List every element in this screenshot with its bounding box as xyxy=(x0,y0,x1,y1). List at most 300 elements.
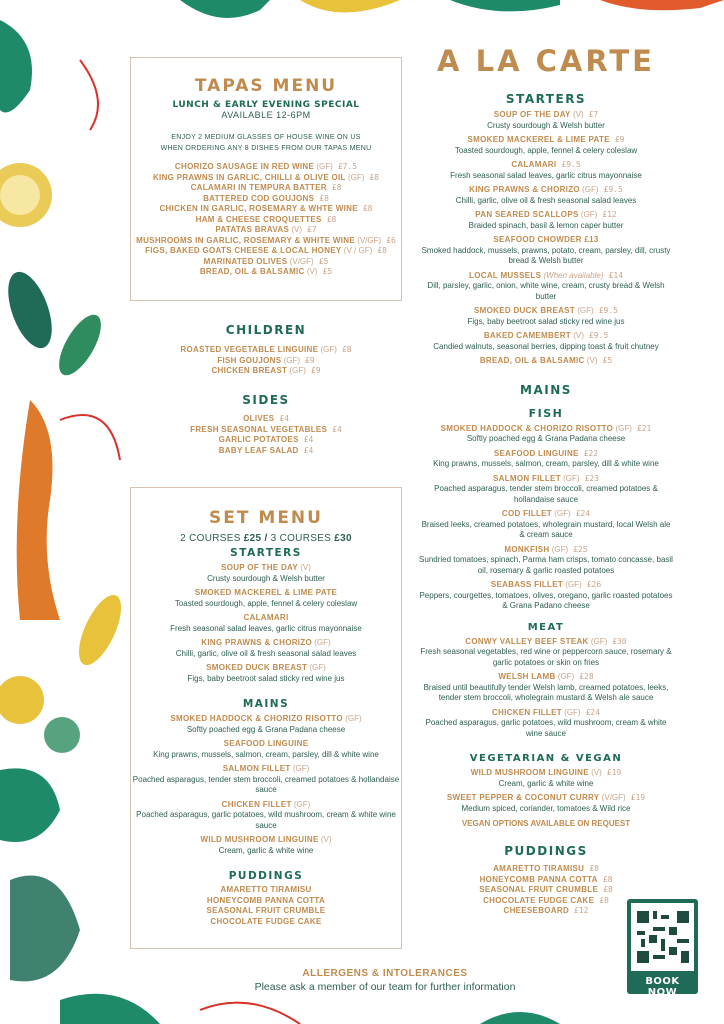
offer-line: WHEN ORDERING ANY 8 DISHES FROM OUR TAPAS MENU xyxy=(160,145,372,152)
item-name: CALAMARI xyxy=(243,613,289,622)
item-name-line xyxy=(418,271,674,282)
item-price: £8 xyxy=(589,864,599,873)
item-dietary-tag: (GF) xyxy=(316,162,333,171)
item-name: KING PRAWNS & CHORIZO xyxy=(469,185,580,194)
item-price: £9 xyxy=(614,135,625,144)
item-name: GARLIC POTATOES xyxy=(218,435,299,444)
three-courses-price: £30 xyxy=(334,533,352,544)
item-name: SEABASS FILLET xyxy=(490,580,564,589)
alc-starters-list xyxy=(418,110,674,367)
item-name: CHEESEBOARD xyxy=(503,906,570,915)
item-dietary-tag: (GF) xyxy=(557,672,575,681)
item-name-line xyxy=(131,257,401,268)
item-name: SMOKED HADDOCK & CHORIZO RISOTTO xyxy=(440,423,614,433)
menu-item xyxy=(418,545,674,577)
item-name: CONWY VALLEY BEEF STEAK xyxy=(465,636,589,646)
item-name-line xyxy=(418,331,674,342)
book-now-qr[interactable] xyxy=(627,899,698,998)
item-dietary-tag: (V) xyxy=(306,267,318,276)
item-name: CHOCOLATE FUDGE CAKE xyxy=(483,895,595,905)
tapas-menu-section xyxy=(130,57,402,301)
item-name-line xyxy=(418,545,674,556)
sides-section xyxy=(130,393,402,456)
a-la-carte-section xyxy=(418,44,674,917)
item-dietary-tag: (V / GF) xyxy=(343,246,373,255)
item-name: SALMON FILLET xyxy=(492,473,561,483)
item-name: FIGS, BAKED GOATS CHEESE & LOCAL HONEY xyxy=(145,246,342,255)
menu-item xyxy=(131,896,401,907)
menu-item xyxy=(131,225,401,236)
item-name: FRESH SEASONAL VEGETABLES xyxy=(190,424,328,434)
three-courses-label: 3 COURSES xyxy=(270,533,332,544)
set-mains-list xyxy=(131,714,401,856)
item-name: LOCAL MUSSELS xyxy=(469,270,542,280)
menu-item xyxy=(418,768,674,789)
item-price: £6 xyxy=(386,235,396,245)
item-name: AMARETTO TIRAMISU xyxy=(220,885,312,894)
item-name: WELSH LAMB xyxy=(498,672,556,681)
item-name-line xyxy=(131,215,401,226)
item-name: CALAMARI xyxy=(511,160,557,169)
item-name-line xyxy=(418,160,674,171)
item-name-line xyxy=(418,637,674,648)
item-description: Crusty sourdough & Welsh butter xyxy=(487,120,605,130)
item-name-line xyxy=(131,246,401,257)
menu-item xyxy=(131,162,401,173)
tapas-availability: AVAILABLE 12-6PM xyxy=(221,110,311,120)
item-name-line xyxy=(130,435,402,446)
item-dietary-tag: (V) xyxy=(300,563,311,572)
item-name-line xyxy=(131,267,401,278)
item-dietary-tag: (GF) xyxy=(283,355,301,365)
item-name-line xyxy=(130,356,402,367)
item-price: £9 xyxy=(310,366,321,375)
item-description: Fresh seasonal salad leaves, garlic citrus mayonnaise xyxy=(450,170,642,180)
item-dietary-tag: (V) xyxy=(573,331,584,340)
item-price: £12 xyxy=(602,210,617,219)
item-dietary-tag: (GF) xyxy=(289,366,306,375)
item-dietary-tag: (When available) xyxy=(543,270,604,280)
offer-line: ENJOY 2 MEDIUM GLASSES OF HOUSE WINE ON US xyxy=(171,134,361,141)
item-name-line xyxy=(131,714,401,725)
item-name: SEAFOOD CHOWDER £13 xyxy=(493,235,599,244)
item-dietary-tag: (GF) xyxy=(293,799,311,809)
alc-puddings-title: PUDDINGS xyxy=(504,844,588,858)
item-dietary-tag: (V) xyxy=(591,768,602,777)
item-description: Chilli, garlic, olive oil & fresh seasonal salad leaves xyxy=(455,195,637,205)
item-price: £8 xyxy=(599,895,609,905)
two-courses-price: £25 xyxy=(243,533,262,544)
menu-item xyxy=(418,424,674,445)
menu-item xyxy=(418,672,674,704)
item-name-line xyxy=(418,672,674,683)
item-name-line xyxy=(418,356,674,367)
item-name: SMOKED DUCK BREAST xyxy=(474,306,576,315)
menu-item xyxy=(418,637,674,669)
item-description: Braided spinach, basil & lemon caper butter xyxy=(468,220,624,230)
item-name-line xyxy=(418,885,674,896)
item-name: SALMON FILLET xyxy=(222,764,291,773)
menu-item xyxy=(418,271,674,303)
item-name-line xyxy=(418,509,674,520)
menu-item xyxy=(418,875,674,886)
menu-item xyxy=(131,257,401,268)
separator: / xyxy=(264,533,268,544)
item-name: PATATAS BRAVAS xyxy=(215,225,290,234)
menu-item xyxy=(131,917,401,928)
item-description: Candied walnuts, seasonal berries, dipping toast & fruit chutney xyxy=(433,341,659,351)
menu-item xyxy=(131,638,401,659)
item-dietary-tag: (GF) xyxy=(565,580,582,589)
item-dietary-tag: (GF) xyxy=(554,509,571,518)
item-price: £5 xyxy=(318,256,329,266)
item-dietary-tag: (V/GF) xyxy=(357,235,382,245)
menu-item xyxy=(418,235,674,267)
item-name: WILD MUSHROOM LINGUINE xyxy=(470,768,589,777)
item-name-line xyxy=(131,563,401,574)
menu-item xyxy=(131,173,401,184)
item-dietary-tag: (GF) xyxy=(577,306,594,315)
menu-item xyxy=(131,588,401,609)
item-name-line xyxy=(131,764,401,775)
menu-item xyxy=(131,563,401,584)
menu-item xyxy=(131,194,401,205)
item-price: £26 xyxy=(586,580,602,589)
item-name: SEASONAL FRUIT CRUMBLE xyxy=(479,885,599,894)
item-name-line xyxy=(418,235,674,246)
allergens-title: ALLERGENS & INTOLERANCES xyxy=(302,968,468,979)
menu-item xyxy=(130,414,402,425)
sides-item-list xyxy=(130,414,402,456)
item-name: HONEYCOMB PANNA COTTA xyxy=(206,895,326,905)
menu-item xyxy=(418,331,674,352)
item-name-line xyxy=(131,204,401,215)
menu-item xyxy=(418,474,674,506)
item-description: Braised until beautifully tender Welsh lamb, creamed potatoes, leeks, tender stem broccoli, wholegrain mustard & Welsh ale sauce xyxy=(423,682,669,702)
allergens-footer xyxy=(200,968,570,993)
item-dietary-tag: (GF) xyxy=(314,638,331,647)
item-price: £4 xyxy=(303,435,314,444)
veg-list xyxy=(418,768,674,814)
item-name-line xyxy=(130,425,402,436)
item-name: BREAD, OIL & BALSAMIC xyxy=(199,267,305,276)
item-dietary-tag: (V) xyxy=(572,110,584,119)
menu-item xyxy=(131,246,401,257)
item-description: Poached asparagus, tender stem broccoli, creamed potatoes & hollandaise sauce xyxy=(132,774,400,794)
set-menu-pricing xyxy=(131,533,401,544)
menu-item xyxy=(418,509,674,541)
item-name: COD FILLET xyxy=(501,509,552,518)
item-name-line xyxy=(418,449,674,460)
menu-item xyxy=(418,185,674,206)
item-price: £9.5 xyxy=(561,160,581,169)
item-name-line xyxy=(418,210,674,221)
item-price: £8 xyxy=(602,874,613,884)
item-price: £9 xyxy=(305,355,315,365)
menu-item xyxy=(130,425,402,436)
item-dietary-tag: (V) xyxy=(320,835,332,844)
item-price: £9.5 xyxy=(598,306,618,315)
item-dietary-tag: (GF) xyxy=(345,714,362,723)
item-dietary-tag: (GF) xyxy=(320,345,337,354)
item-name-line xyxy=(131,173,401,184)
item-name: CHICKEN FILLET xyxy=(491,707,562,717)
item-name-line xyxy=(131,739,401,750)
item-name: SEAFOOD LINGUINE xyxy=(493,448,579,458)
item-dietary-tag: (GF) xyxy=(347,172,365,182)
item-dietary-tag: (V) xyxy=(291,225,303,234)
menu-item xyxy=(418,449,674,470)
item-name: WILD MUSHROOM LINGUINE xyxy=(200,835,319,844)
item-price: £9.5 xyxy=(588,331,609,340)
item-name-line xyxy=(131,917,401,928)
menu-item xyxy=(131,835,401,856)
item-price: £7.5 xyxy=(337,162,358,171)
item-dietary-tag: (GF) xyxy=(580,210,598,219)
item-name: SMOKED HADDOCK & CHORIZO RISOTTO xyxy=(170,714,343,723)
item-name: CHICKEN BREAST xyxy=(211,366,288,375)
item-name: HAM & CHEESE CROQUETTES xyxy=(195,214,322,224)
menu-item xyxy=(418,135,674,156)
set-menu-section xyxy=(130,487,402,949)
menu-item xyxy=(418,306,674,327)
a-la-carte-title: A LA CARTE xyxy=(437,44,655,78)
item-description: Fresh seasonal vegetables, red wine or peppercorn sauce, rosemary & garlic potatoes or skin on fries xyxy=(420,647,672,667)
item-name: SWEET PEPPER & COCONUT CURRY xyxy=(446,793,600,802)
item-price: £30 xyxy=(612,636,627,646)
fish-list xyxy=(418,424,674,612)
item-name: OLIVES xyxy=(243,414,275,423)
item-name: CHICKEN IN GARLIC, ROSEMARY & WHTE WINE xyxy=(159,204,358,213)
item-price: £8 xyxy=(326,214,337,224)
item-name-line xyxy=(131,236,401,247)
item-price: £8 xyxy=(369,172,380,182)
item-description: Poached asparagus, garlic potatoes, wild mushroom, cream & white wine sauce xyxy=(136,810,396,830)
item-price: £8 xyxy=(362,204,373,213)
item-description: King prawns, mussels, salmon, cream, parsley, dill & white wine xyxy=(153,749,379,759)
item-price: £19 xyxy=(630,793,646,802)
item-name-line xyxy=(130,414,402,425)
item-name: AMARETTO TIRAMISU xyxy=(493,864,585,873)
item-name-line xyxy=(131,906,401,917)
menu-item xyxy=(418,885,674,896)
item-price: £4 xyxy=(303,445,314,455)
item-name: SMOKED MACKEREL & LIME PATE xyxy=(467,135,610,144)
item-name: BABY LEAF SALAD xyxy=(218,445,299,455)
item-price: £19 xyxy=(606,768,622,777)
item-name-line xyxy=(131,896,401,907)
item-name-line xyxy=(418,474,674,485)
item-dietary-tag: (GF) xyxy=(309,663,326,672)
sides-title: SIDES xyxy=(242,393,290,407)
item-name-line xyxy=(131,183,401,194)
item-dietary-tag: (V/GF) xyxy=(289,256,314,266)
item-name: CHICKEN FILLET xyxy=(221,799,292,809)
item-name-line xyxy=(131,663,401,674)
menu-item xyxy=(131,885,401,896)
item-name-line xyxy=(131,194,401,205)
item-dietary-tag: (GF) xyxy=(551,544,569,554)
item-name-line xyxy=(131,835,401,846)
tapas-title: TAPAS MENU xyxy=(194,76,338,96)
menu-item xyxy=(130,446,402,457)
menu-item xyxy=(131,204,401,215)
item-dietary-tag: (GF) xyxy=(590,636,608,646)
item-name-line xyxy=(131,885,401,896)
item-name: BATTERED COD GOUJONS xyxy=(203,193,315,203)
item-name: PAN SEARED SCALLOPS xyxy=(475,210,579,219)
item-name-line xyxy=(418,793,674,804)
item-description: Crusty sourdough & Welsh butter xyxy=(207,573,325,583)
item-dietary-tag: (V/GF) xyxy=(601,793,626,802)
item-price: £22 xyxy=(583,448,599,458)
book-now-label[interactable]: BOOK NOW xyxy=(645,976,680,998)
item-name: SOUP OF THE DAY xyxy=(493,110,571,119)
item-name-line xyxy=(131,800,401,811)
set-menu-title: SET MENU xyxy=(209,508,323,528)
item-name-line xyxy=(418,864,674,875)
alc-mains-title: MAINS xyxy=(520,382,572,397)
menu-item xyxy=(131,236,401,247)
item-name-line xyxy=(418,875,674,886)
veg-title: VEGETARIAN & VEGAN xyxy=(469,753,623,764)
item-name: MARINATED OLIVES xyxy=(203,256,288,266)
item-price: £25 xyxy=(573,544,588,554)
menu-item xyxy=(418,210,674,231)
item-name: MUSHROOMS IN GARLIC, ROSEMARY & WHITE WINE xyxy=(136,235,355,245)
item-dietary-tag: (GF) xyxy=(292,764,310,773)
item-name: SOUP OF THE DAY xyxy=(221,563,299,572)
menu-item xyxy=(418,160,674,181)
tapas-subtitle: LUNCH & EARLY EVENING SPECIAL xyxy=(172,100,360,110)
item-name: SEAFOOD LINGUINE xyxy=(223,739,309,748)
item-description: Sundried tomatoes, spinach, Parma ham crisps, tomato concasse, basil oil, rosemary & garlic roasted potatoes xyxy=(419,555,673,575)
meat-title: MEAT xyxy=(527,621,565,633)
menu-item xyxy=(131,906,401,917)
menu-item xyxy=(131,739,401,760)
item-price: £7 xyxy=(307,225,317,234)
item-description: Smoked haddock, mussels, prawns, potato, cream, parsley, dill, crusty bread & Welsh butter xyxy=(421,245,671,265)
item-description: Figs, baby beetroot salad sticky red wine jus xyxy=(467,316,625,326)
item-dietary-tag: (GF) xyxy=(564,707,581,717)
item-description: Figs, baby beetroot salad sticky red wine jus xyxy=(187,673,345,683)
item-dietary-tag: (V) xyxy=(586,356,598,365)
item-price: £7 xyxy=(588,110,599,119)
item-name-line xyxy=(131,588,401,599)
menu-item xyxy=(130,435,402,446)
item-price: £8 xyxy=(319,193,329,203)
item-name: CALAMARI IN TEMPURA BATTER xyxy=(190,183,327,192)
item-name-line xyxy=(418,135,674,146)
item-name: KING PRAWNS & CHORIZO xyxy=(201,638,313,647)
item-name: MONKFISH xyxy=(504,544,550,554)
menu-item xyxy=(418,864,674,875)
item-description: Chilli, garlic, olive oil & fresh seasonal salad leaves xyxy=(175,648,357,658)
item-name: BREAD, OIL & BALSAMIC xyxy=(479,356,585,365)
item-price: £21 xyxy=(636,423,652,433)
allergens-text: Please ask a member of our team for further information xyxy=(254,981,516,993)
item-description: Cream, garlic & white wine xyxy=(218,845,314,855)
item-name: SMOKED DUCK BREAST xyxy=(206,663,308,672)
item-price: £28 xyxy=(579,672,594,681)
item-description: Cream, garlic & white wine xyxy=(498,778,594,788)
menu-item xyxy=(131,800,401,832)
item-price: £14 xyxy=(608,270,623,280)
item-name: ROASTED VEGETABLE LINGUINE xyxy=(180,345,319,354)
menu-item xyxy=(131,613,401,634)
item-name-line xyxy=(131,225,401,236)
item-description: Softly poached egg & Grana Padana cheese xyxy=(186,724,346,734)
menu-item xyxy=(131,215,401,226)
children-title: CHILDREN xyxy=(225,323,307,337)
item-description: Poached asparagus, garlic potatoes, wild mushroom, cream & white wine sauce xyxy=(425,718,667,738)
tapas-offer xyxy=(131,132,401,154)
item-description: Medium spiced, coriander, tomatoes & Wild rice xyxy=(461,803,631,813)
item-price: £8 xyxy=(603,885,613,894)
vegan-note: VEGAN OPTIONS AVAILABLE ON REQUEST xyxy=(461,819,631,828)
item-price: £8 xyxy=(331,183,342,192)
menu-item xyxy=(418,356,674,367)
item-description: Fresh seasonal salad leaves, garlic citrus mayonnaise xyxy=(170,623,362,633)
menu-item xyxy=(418,580,674,612)
set-starters-list xyxy=(131,563,401,684)
qr-code-icon xyxy=(631,903,694,971)
item-price: £8 xyxy=(377,246,387,255)
children-section xyxy=(130,323,402,377)
menu-item xyxy=(131,663,401,684)
item-name-line xyxy=(130,446,402,457)
item-name-line xyxy=(418,306,674,317)
item-name: SEASONAL FRUIT CRUMBLE xyxy=(206,906,326,915)
item-price: £24 xyxy=(585,707,601,717)
item-description: Toasted sourdough, apple, fennel & celery coleslaw xyxy=(454,145,638,155)
item-name-line xyxy=(418,768,674,779)
two-courses-label: 2 COURSES xyxy=(180,533,241,544)
menu-item xyxy=(130,345,402,356)
item-price: £8 xyxy=(341,345,352,354)
item-description: Braised leeks, creamed potatoes, wholegrain mustard, local Welsh ale & cream sauce xyxy=(421,519,671,539)
item-description: Peppers, courgettes, tomatoes, olives, oregano, garlic roasted potatoes & Grana Padano cheese xyxy=(419,590,673,610)
item-name: SMOKED MACKEREL & LIME PATE xyxy=(194,588,338,597)
item-description: Toasted sourdough, apple, fennel & celery coleslaw xyxy=(174,598,358,608)
item-name: CHOCOLATE FUDGE CAKE xyxy=(210,916,322,926)
item-price: £4 xyxy=(332,424,342,434)
menu-item xyxy=(131,267,401,278)
menu-item xyxy=(130,356,402,367)
item-price: £4 xyxy=(279,414,289,423)
set-puddings-list xyxy=(131,885,401,927)
item-dietary-tag: (GF) xyxy=(582,185,599,194)
item-name-line xyxy=(418,708,674,719)
item-name-line xyxy=(418,110,674,121)
menu-item xyxy=(418,110,674,131)
menu-item xyxy=(418,793,674,814)
item-price: £12 xyxy=(574,906,589,915)
menu-item xyxy=(418,708,674,740)
item-description: Softly poached egg & Grana Padana cheese xyxy=(466,434,626,443)
item-name-line xyxy=(130,366,402,377)
item-dietary-tag: (GF) xyxy=(563,473,580,483)
item-name-line xyxy=(418,185,674,196)
menu-item xyxy=(130,366,402,377)
item-name-line xyxy=(130,345,402,356)
set-puddings-title: PUDDINGS xyxy=(228,870,304,882)
item-name-line xyxy=(131,638,401,649)
menu-item xyxy=(131,183,401,194)
item-description: Dill, parsley, garlic, onion, white wine, cream, crusty bread & Welsh butter xyxy=(427,281,665,301)
item-name-line xyxy=(131,162,401,173)
alc-starters-title: STARTERS xyxy=(505,92,587,106)
